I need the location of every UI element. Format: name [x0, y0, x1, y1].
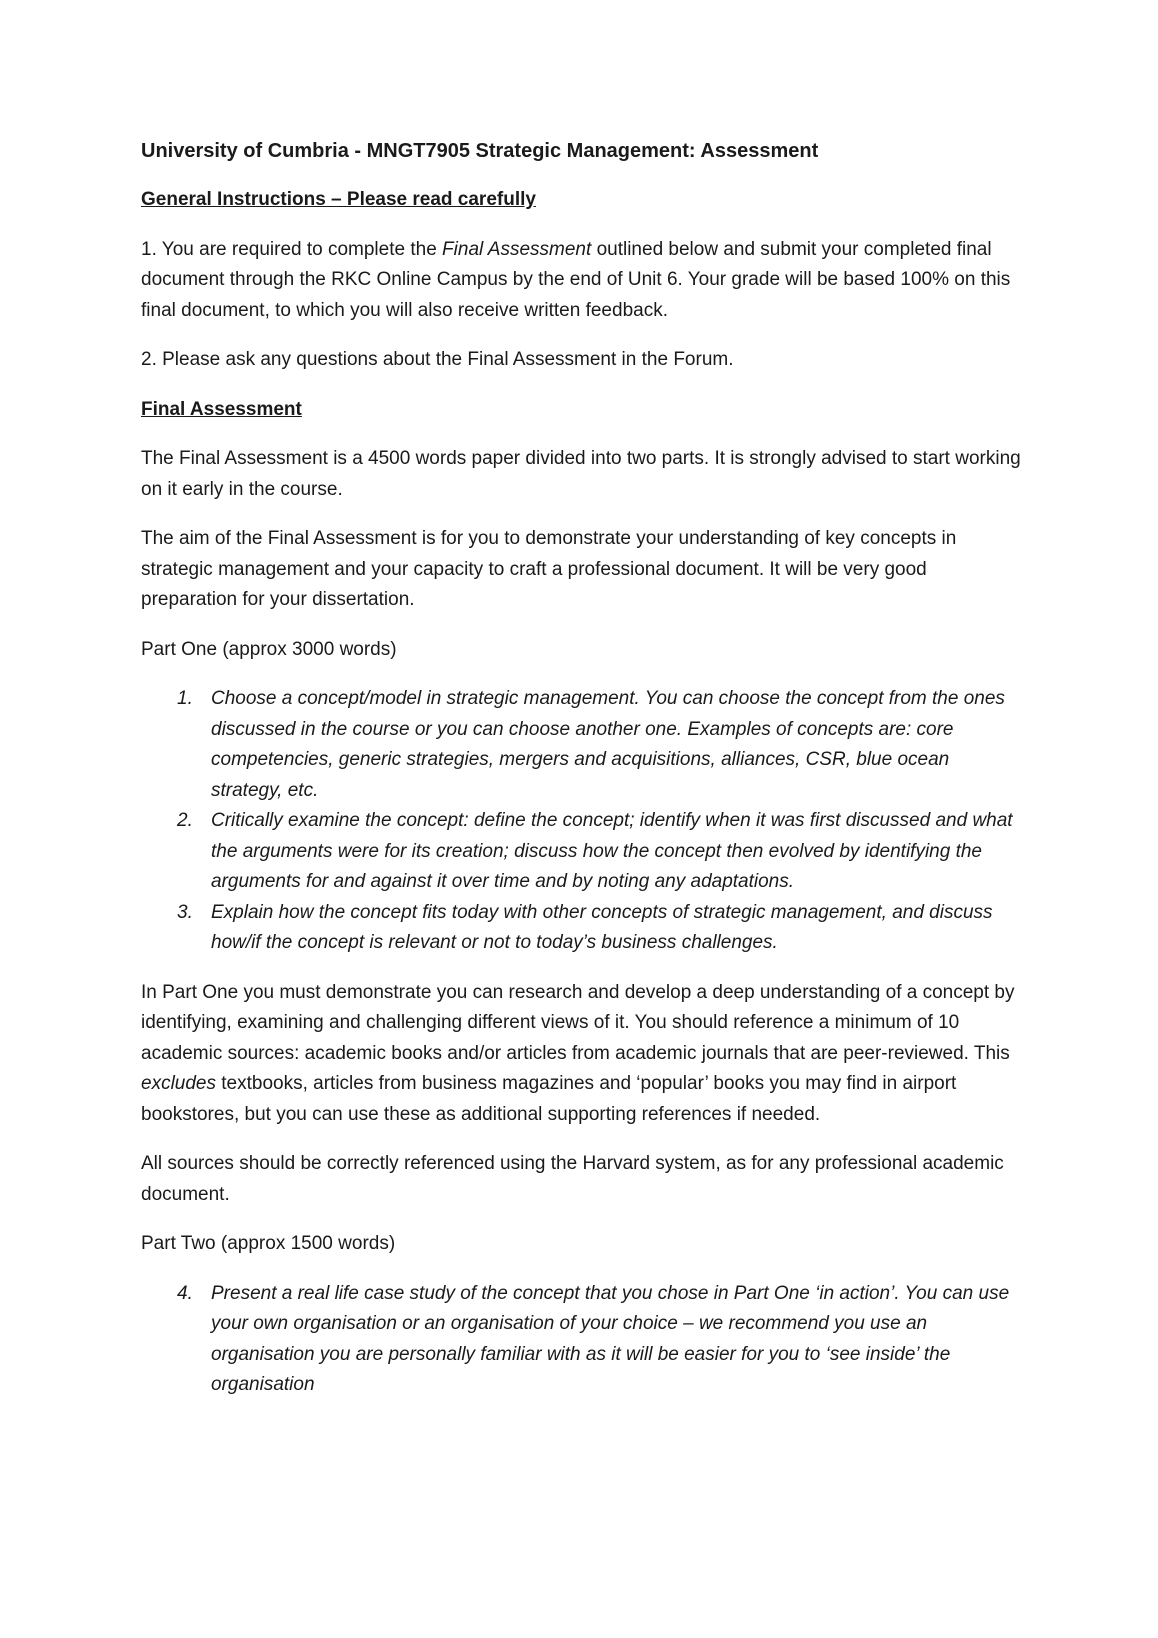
aim-paragraph: The aim of the Final Assessment is for you to demonstrate your understanding of key concepts in strategic management and your capacity to craft a professional document. It will be very good preparation for your dissertation.	[141, 528, 957, 610]
part-two-list	[141, 1279, 1021, 1401]
intro-paragraph: The Final Assessment is a 4500 words paper divided into two parts. It is strongly advised to start working on it early in the course.	[141, 448, 1021, 500]
instruction-1	[141, 235, 1021, 327]
part-one-paragraph-emphasis: excludes	[141, 1073, 216, 1094]
document-title: University of Cumbria - MNGT7905 Strategic Management: Assessment	[141, 140, 819, 162]
part-one-paragraph	[141, 978, 1021, 1131]
part-one-heading: Part One (approx 3000 words)	[141, 638, 397, 660]
instruction-1-suffix: outlined below and submit your completed final document through the RKC Online Campus by the end of Unit 6. Your grade will be based 100% on this final document, to which you will also receive written feedback.	[141, 238, 1011, 321]
part-one-list	[141, 684, 1021, 959]
list-item-text: Present a real life case study of the concept that you chose in Part One ‘in action’. You can use your own organisation or an organisation of your choice – we recommend you use an organisation you are personally familiar with as it will be easier for you to ‘see inside’ the organisation	[211, 1282, 1010, 1395]
final-assessment-heading: Final Assessment	[141, 398, 302, 420]
document-page	[141, 136, 1021, 1420]
list-item	[141, 684, 1021, 806]
list-item-text: Explain how the concept fits today with other concepts of strategic management, and discuss how/if the concept is relevant or not to today’s business challenges.	[211, 901, 993, 953]
list-item-number: 2.	[177, 810, 193, 831]
part-one-paragraph-prefix: In Part One you must demonstrate you can research and develop a deep understanding of a concept by identifying, examining and challenging different views of it. You should reference a minimum of 10 academic sources: academic books and/or articles from academic journals that are peer-reviewed. This	[141, 981, 1015, 1064]
list-item-number: 1.	[177, 688, 193, 709]
list-item	[141, 898, 1021, 959]
instruction-2: 2. Please ask any questions about the Final Assessment in the Forum.	[141, 349, 734, 370]
instruction-1-prefix: 1. You are required to complete the	[141, 238, 443, 260]
general-instructions-heading: General Instructions – Please read carefully	[141, 189, 536, 210]
list-item-text: Critically examine the concept: define the concept; identify when it was first discussed and what the arguments were for its creation; discuss how the concept then evolved by identifying the arguments for and against it over time and by noting any adaptations.	[211, 810, 1013, 892]
list-item-number: 3.	[177, 901, 193, 923]
references-paragraph: All sources should be correctly referenced using the Harvard system, as for any professional academic document.	[141, 1153, 1004, 1205]
instruction-1-emphasis: Final Assessment	[442, 238, 592, 260]
part-two-heading: Part Two (approx 1500 words)	[141, 1233, 396, 1254]
list-item	[141, 806, 1021, 898]
list-item-number: 4.	[177, 1282, 193, 1304]
part-one-paragraph-suffix: textbooks, articles from business magazines and ‘popular’ books you may find in airport bookstores, but you can use these as additional supporting references if needed.	[141, 1073, 957, 1125]
list-item	[141, 1279, 1021, 1401]
list-item-text: Choose a concept/model in strategic management. You can choose the concept from the ones discussed in the course or you can choose another one. Examples of concepts are: core competencies, generic strategies, mergers and acquisitions, alliances, CSR, blue ocean strategy, etc.	[211, 688, 1005, 801]
